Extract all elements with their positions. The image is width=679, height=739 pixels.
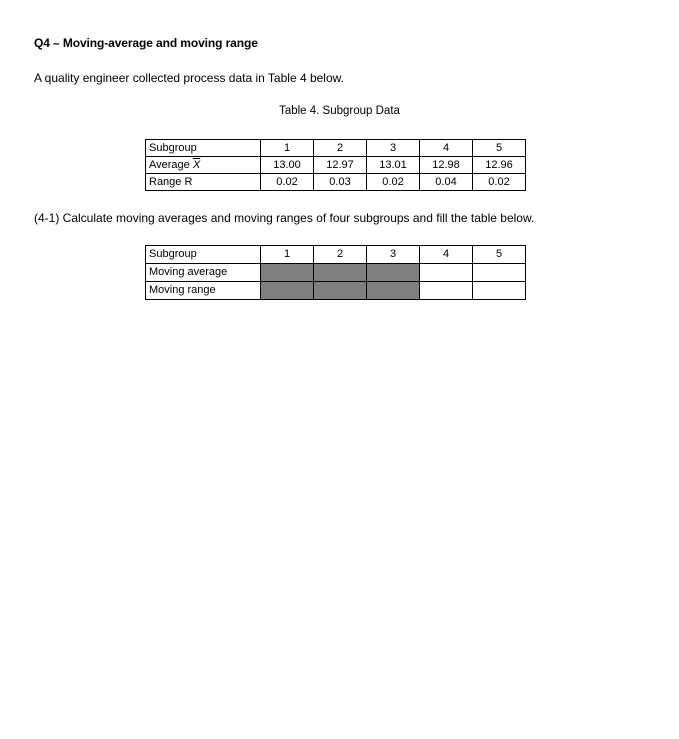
moving-average-answer-table [145,245,526,300]
answer-subgroup-row [146,246,526,264]
range-cell: 0.02 [473,174,526,191]
subgroup-cell: 1 [261,140,314,157]
moving-range-answer-cell[interactable] [473,282,526,300]
range-cell: 0.02 [261,174,314,191]
moving-range-row [146,282,526,300]
answer-subgroup-cell: 2 [314,246,367,264]
moving-average-shaded-cell [314,264,367,282]
average-label [146,157,261,174]
subgroup-cell: 2 [314,140,367,157]
moving-range-shaded-cell [261,282,314,300]
question-4-1-text: (4-1) Calculate moving averages and moving ranges of four subgroups and fill the table below. [34,211,535,225]
average-cell: 13.01 [367,157,420,174]
moving-range-answer-cell[interactable] [420,282,473,300]
average-cell: 12.97 [314,157,367,174]
subgroup-data-table [145,139,526,191]
moving-range-shaded-cell [314,282,367,300]
answer-subgroup-cell: 1 [261,246,314,264]
subgroup-row [146,140,526,157]
x-bar-symbol: $\overline{X}$ [192,158,201,171]
moving-average-row [146,264,526,282]
range-label: Range R [146,174,261,191]
subgroup-cell: 3 [367,140,420,157]
range-cell: 0.02 [367,174,420,191]
moving-average-shaded-cell [261,264,314,282]
moving-average-answer-cell[interactable] [420,264,473,282]
question-heading: Q4 – Moving-average and moving range [34,36,258,50]
subgroup-cell: 4 [420,140,473,157]
range-cell: 0.03 [314,174,367,191]
answer-subgroup-label: Subgroup [146,246,261,264]
moving-range-shaded-cell [367,282,420,300]
answer-subgroup-cell: 5 [473,246,526,264]
range-cell: 0.04 [420,174,473,191]
moving-average-answer-cell[interactable] [473,264,526,282]
intro-text: A quality engineer collected process data in Table 4 below. [34,71,344,85]
average-cell: 12.96 [473,157,526,174]
subgroup-label: Subgroup [146,140,261,157]
subgroup-cell: 5 [473,140,526,157]
average-row [146,157,526,174]
average-cell: 12.98 [420,157,473,174]
moving-range-label: Moving range [146,282,261,300]
answer-subgroup-cell: 3 [367,246,420,264]
average-cell: 13.00 [261,157,314,174]
moving-average-label: Moving average [146,264,261,282]
answer-subgroup-cell: 4 [420,246,473,264]
table-4-caption: Table 4. Subgroup Data [279,105,400,117]
average-label-text: Average [149,158,190,171]
moving-average-shaded-cell [367,264,420,282]
range-row [146,174,526,191]
